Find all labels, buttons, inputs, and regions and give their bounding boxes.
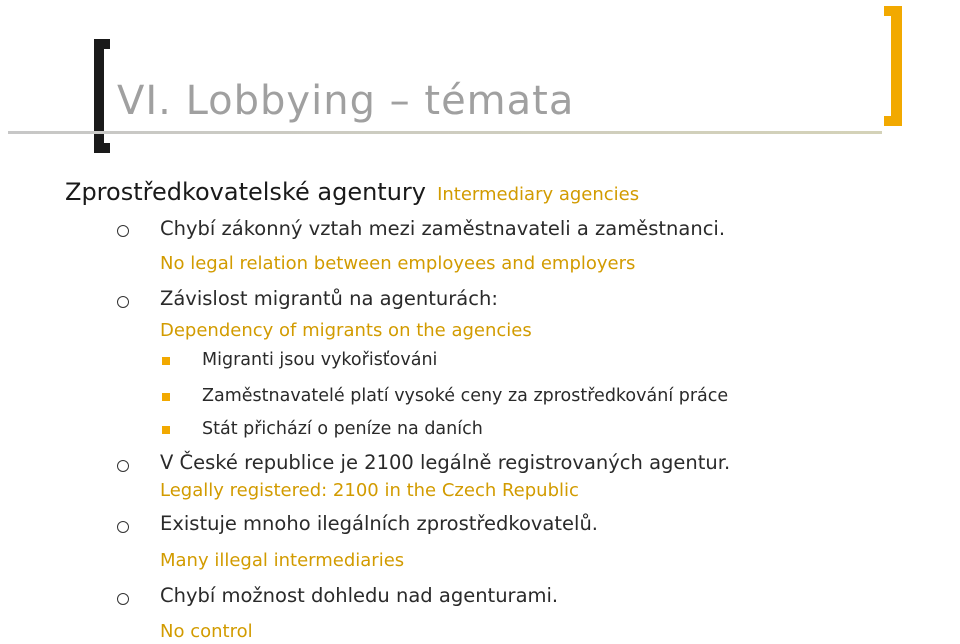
- square-bullet-icon: [162, 426, 170, 434]
- item-english: No legal relation between employees and employers: [160, 253, 636, 274]
- item-czech: Závislost migrantů na agenturách:: [160, 287, 498, 310]
- sub-item: Stát přichází o peníze na daních: [202, 419, 483, 439]
- item-czech: Chybí možnost dohledu nad agenturami.: [160, 584, 559, 607]
- item-czech: Existuje mnoho ilegálních zprostředkovatelů.: [160, 512, 598, 535]
- circle-bullet-icon: [117, 593, 129, 605]
- sub-item: Zaměstnavatelé platí vysoké ceny za zprostředkování práce: [202, 386, 729, 406]
- square-bullet-icon: [162, 357, 170, 365]
- section-heading-english: Intermediary agencies: [437, 184, 640, 205]
- circle-bullet-icon: [117, 521, 129, 533]
- sub-item: Migranti jsou vykořisťováni: [202, 350, 438, 370]
- section-heading-czech: Zprostředkovatelské agentury: [65, 178, 426, 206]
- title-divider: [8, 131, 882, 134]
- right-bracket-decoration: [884, 6, 902, 126]
- circle-bullet-icon: [117, 296, 129, 308]
- section-heading: [65, 178, 639, 206]
- circle-bullet-icon: [117, 460, 129, 472]
- item-czech: V České republice je 2100 legálně registrovaných agentur.: [160, 451, 731, 474]
- slide-title: VI. Lobbying – témata: [117, 78, 575, 124]
- item-english: Dependency of migrants on the agencies: [160, 320, 532, 341]
- item-english: Many illegal intermediaries: [160, 550, 405, 571]
- item-czech: Chybí zákonný vztah mezi zaměstnavateli a zaměstnanci.: [160, 217, 726, 240]
- item-english: Legally registered: 2100 in the Czech Republic: [160, 480, 579, 501]
- item-english: No control: [160, 621, 253, 642]
- left-bracket-decoration: [94, 39, 110, 153]
- square-bullet-icon: [162, 393, 170, 401]
- circle-bullet-icon: [117, 225, 129, 237]
